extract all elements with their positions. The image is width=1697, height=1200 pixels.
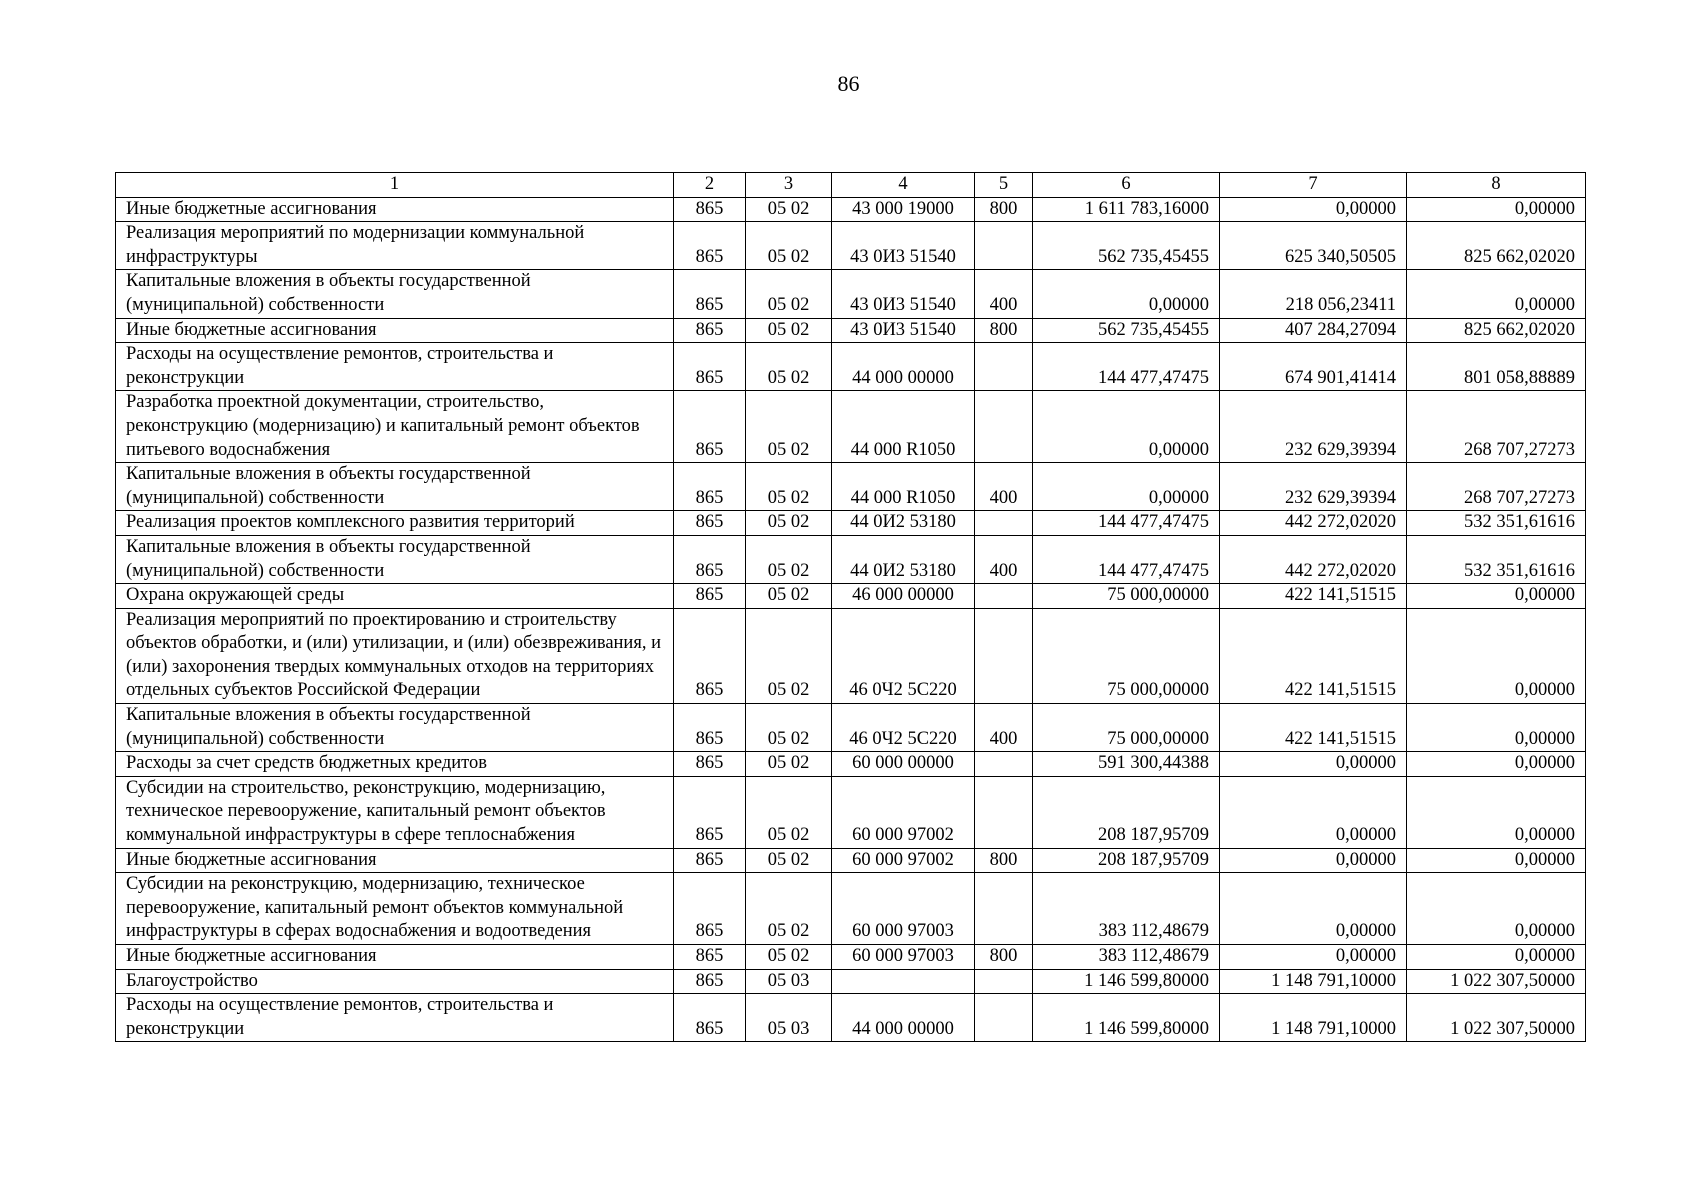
table-row [116,848,1586,873]
header-cell-4: 4 [832,173,975,198]
amount-col-6-cell: 562 735,45455 [1033,318,1220,343]
amount-col-6-cell: 0,00000 [1033,270,1220,318]
ministry-code-cell: 865 [674,848,746,873]
amount-col-6-cell: 208 187,95709 [1033,776,1220,848]
ministry-code-cell: 865 [674,584,746,609]
section-code-cell: 05 02 [746,270,832,318]
target-article-code-cell: 60 000 97003 [832,873,975,945]
section-code-cell: 05 02 [746,535,832,583]
expense-type-code-cell [975,752,1033,777]
target-article-code-cell: 44 000 R1050 [832,391,975,463]
table-header-row [116,173,1586,198]
page-number: 86 [837,71,860,96]
target-article-code-cell: 60 000 00000 [832,752,975,777]
ministry-code-cell: 865 [674,945,746,970]
amount-col-6-cell: 1 611 783,16000 [1033,197,1220,222]
table-row [116,994,1586,1042]
table-row [116,704,1586,752]
target-article-code-cell: 44 000 00000 [832,994,975,1042]
item-name-cell: Капитальные вложения в объекты государственной (муниципальной) собственности [116,535,674,583]
expense-type-code-cell: 400 [975,535,1033,583]
ministry-code-cell: 865 [674,511,746,536]
amount-col-7-cell: 1 148 791,10000 [1220,994,1407,1042]
expense-type-code-cell [975,873,1033,945]
ministry-code-cell: 865 [674,608,746,703]
amount-col-8-cell: 0,00000 [1407,848,1586,873]
expense-type-code-cell: 400 [975,704,1033,752]
table-row [116,222,1586,270]
item-name-cell: Благоустройство [116,969,674,994]
ministry-code-cell: 865 [674,318,746,343]
section-code-cell: 05 02 [746,704,832,752]
ministry-code-cell: 865 [674,197,746,222]
target-article-code-cell [832,969,975,994]
ministry-code-cell: 865 [674,873,746,945]
target-article-code-cell: 44 0И2 53180 [832,535,975,583]
amount-col-8-cell: 0,00000 [1407,873,1586,945]
amount-col-7-cell: 407 284,27094 [1220,318,1407,343]
amount-col-8-cell: 0,00000 [1407,776,1586,848]
expense-type-code-cell: 800 [975,848,1033,873]
amount-col-7-cell: 1 148 791,10000 [1220,969,1407,994]
expense-type-code-cell [975,391,1033,463]
header-cell-1: 1 [116,173,674,198]
expense-type-code-cell: 400 [975,463,1033,511]
ministry-code-cell: 865 [674,752,746,777]
table-row [116,969,1586,994]
table-row [116,535,1586,583]
target-article-code-cell: 60 000 97002 [832,848,975,873]
section-code-cell: 05 02 [746,511,832,536]
ministry-code-cell: 865 [674,391,746,463]
target-article-code-cell: 43 0И3 51540 [832,270,975,318]
amount-col-7-cell: 422 141,51515 [1220,608,1407,703]
section-code-cell: 05 02 [746,873,832,945]
expense-type-code-cell [975,511,1033,536]
amount-col-7-cell: 625 340,50505 [1220,222,1407,270]
target-article-code-cell: 44 000 00000 [832,343,975,391]
amount-col-6-cell: 144 477,47475 [1033,343,1220,391]
amount-col-7-cell: 422 141,51515 [1220,704,1407,752]
table-row [116,608,1586,703]
amount-col-7-cell: 442 272,02020 [1220,511,1407,536]
header-cell-6: 6 [1033,173,1220,198]
amount-col-8-cell: 0,00000 [1407,584,1586,609]
item-name-cell: Разработка проектной документации, строительство, реконструкцию (модернизацию) и капитальный ремонт объектов питьевого водоснабжения [116,391,674,463]
section-code-cell: 05 02 [746,318,832,343]
ministry-code-cell: 865 [674,994,746,1042]
amount-col-6-cell: 383 112,48679 [1033,945,1220,970]
expense-type-code-cell [975,776,1033,848]
ministry-code-cell: 865 [674,969,746,994]
amount-col-6-cell: 144 477,47475 [1033,535,1220,583]
item-name-cell: Охрана окружающей среды [116,584,674,609]
amount-col-6-cell: 144 477,47475 [1033,511,1220,536]
ministry-code-cell: 865 [674,463,746,511]
expense-type-code-cell [975,584,1033,609]
item-name-cell: Реализация проектов комплексного развития территорий [116,511,674,536]
target-article-code-cell: 44 0И2 53180 [832,511,975,536]
expense-type-code-cell [975,969,1033,994]
amount-col-7-cell: 674 901,41414 [1220,343,1407,391]
table-row [116,270,1586,318]
section-code-cell: 05 03 [746,994,832,1042]
amount-col-6-cell: 1 146 599,80000 [1033,969,1220,994]
target-article-code-cell: 43 000 19000 [832,197,975,222]
item-name-cell: Расходы на осуществление ремонтов, строительства и реконструкции [116,994,674,1042]
amount-col-6-cell: 75 000,00000 [1033,704,1220,752]
item-name-cell: Иные бюджетные ассигнования [116,318,674,343]
item-name-cell: Субсидии на реконструкцию, модернизацию, техническое перевооружение, капитальный ремонт объектов коммунальной инфраструктуры в сферах водоснабжения и водоотведения [116,873,674,945]
item-name-cell: Капитальные вложения в объекты государственной (муниципальной) собственности [116,463,674,511]
header-cell-2: 2 [674,173,746,198]
target-article-code-cell: 46 000 00000 [832,584,975,609]
item-name-cell: Расходы на осуществление ремонтов, строительства и реконструкции [116,343,674,391]
target-article-code-cell: 60 000 97002 [832,776,975,848]
table-row [116,197,1586,222]
table-row [116,511,1586,536]
target-article-code-cell: 44 000 R1050 [832,463,975,511]
section-code-cell: 05 03 [746,969,832,994]
ministry-code-cell: 865 [674,704,746,752]
target-article-code-cell: 60 000 97003 [832,945,975,970]
section-code-cell: 05 02 [746,752,832,777]
amount-col-6-cell: 208 187,95709 [1033,848,1220,873]
amount-col-7-cell: 0,00000 [1220,776,1407,848]
table-row [116,343,1586,391]
amount-col-8-cell: 801 058,88889 [1407,343,1586,391]
amount-col-8-cell: 0,00000 [1407,270,1586,318]
amount-col-8-cell: 0,00000 [1407,608,1586,703]
table-row [116,584,1586,609]
amount-col-8-cell: 825 662,02020 [1407,318,1586,343]
item-name-cell: Иные бюджетные ассигнования [116,197,674,222]
ministry-code-cell: 865 [674,776,746,848]
amount-col-7-cell: 422 141,51515 [1220,584,1407,609]
section-code-cell: 05 02 [746,391,832,463]
amount-col-8-cell: 1 022 307,50000 [1407,994,1586,1042]
target-article-code-cell: 43 0И3 51540 [832,222,975,270]
section-code-cell: 05 02 [746,945,832,970]
section-code-cell: 05 02 [746,776,832,848]
amount-col-7-cell: 0,00000 [1220,848,1407,873]
item-name-cell: Реализация мероприятий по модернизации коммунальной инфраструктуры [116,222,674,270]
amount-col-7-cell: 0,00000 [1220,945,1407,970]
budget-table [115,172,1586,1042]
amount-col-7-cell: 442 272,02020 [1220,535,1407,583]
expense-type-code-cell: 400 [975,270,1033,318]
expense-type-code-cell: 800 [975,318,1033,343]
section-code-cell: 05 02 [746,848,832,873]
item-name-cell: Реализация мероприятий по проектированию и строительству объектов обработки, и (или) утилизации, и (или) обезвреживания, и (или) захоронения твердых коммунальных отходов на территориях отдельных субъектов Российской Федерации [116,608,674,703]
header-cell-5: 5 [975,173,1033,198]
expense-type-code-cell [975,343,1033,391]
amount-col-7-cell: 232 629,39394 [1220,463,1407,511]
ministry-code-cell: 865 [674,535,746,583]
target-article-code-cell: 46 0Ч2 5С220 [832,608,975,703]
amount-col-8-cell: 532 351,61616 [1407,535,1586,583]
item-name-cell: Расходы за счет средств бюджетных кредитов [116,752,674,777]
table-row [116,463,1586,511]
table-row [116,873,1586,945]
amount-col-7-cell: 232 629,39394 [1220,391,1407,463]
amount-col-8-cell: 268 707,27273 [1407,391,1586,463]
expense-type-code-cell [975,222,1033,270]
ministry-code-cell: 865 [674,270,746,318]
amount-col-6-cell: 383 112,48679 [1033,873,1220,945]
amount-col-6-cell: 75 000,00000 [1033,608,1220,703]
amount-col-8-cell: 0,00000 [1407,945,1586,970]
table-row [116,945,1586,970]
table-row [116,776,1586,848]
amount-col-8-cell: 1 022 307,50000 [1407,969,1586,994]
ministry-code-cell: 865 [674,343,746,391]
ministry-code-cell: 865 [674,222,746,270]
header-cell-8: 8 [1407,173,1586,198]
section-code-cell: 05 02 [746,608,832,703]
expense-type-code-cell: 800 [975,945,1033,970]
target-article-code-cell: 46 0Ч2 5С220 [832,704,975,752]
amount-col-6-cell: 0,00000 [1033,391,1220,463]
amount-col-6-cell: 562 735,45455 [1033,222,1220,270]
table-row [116,318,1586,343]
item-name-cell: Иные бюджетные ассигнования [116,848,674,873]
amount-col-8-cell: 825 662,02020 [1407,222,1586,270]
amount-col-8-cell: 268 707,27273 [1407,463,1586,511]
amount-col-6-cell: 0,00000 [1033,463,1220,511]
section-code-cell: 05 02 [746,463,832,511]
section-code-cell: 05 02 [746,584,832,609]
amount-col-6-cell: 75 000,00000 [1033,584,1220,609]
amount-col-6-cell: 1 146 599,80000 [1033,994,1220,1042]
header-cell-7: 7 [1220,173,1407,198]
amount-col-7-cell: 0,00000 [1220,752,1407,777]
section-code-cell: 05 02 [746,197,832,222]
expense-type-code-cell: 800 [975,197,1033,222]
header-cell-3: 3 [746,173,832,198]
amount-col-6-cell: 591 300,44388 [1033,752,1220,777]
expense-type-code-cell [975,994,1033,1042]
amount-col-8-cell: 532 351,61616 [1407,511,1586,536]
table-row [116,391,1586,463]
item-name-cell: Иные бюджетные ассигнования [116,945,674,970]
item-name-cell: Капитальные вложения в объекты государственной (муниципальной) собственности [116,270,674,318]
table-row [116,752,1586,777]
section-code-cell: 05 02 [746,343,832,391]
amount-col-7-cell: 0,00000 [1220,197,1407,222]
amount-col-8-cell: 0,00000 [1407,197,1586,222]
item-name-cell: Капитальные вложения в объекты государственной (муниципальной) собственности [116,704,674,752]
target-article-code-cell: 43 0И3 51540 [832,318,975,343]
amount-col-7-cell: 218 056,23411 [1220,270,1407,318]
section-code-cell: 05 02 [746,222,832,270]
item-name-cell: Субсидии на строительство, реконструкцию, модернизацию, техническое перевооружение, капитальный ремонт объектов коммунальной инфраструктуры в сфере теплоснабжения [116,776,674,848]
amount-col-7-cell: 0,00000 [1220,873,1407,945]
budget-table-body [116,173,1586,1042]
amount-col-8-cell: 0,00000 [1407,752,1586,777]
amount-col-8-cell: 0,00000 [1407,704,1586,752]
expense-type-code-cell [975,608,1033,703]
